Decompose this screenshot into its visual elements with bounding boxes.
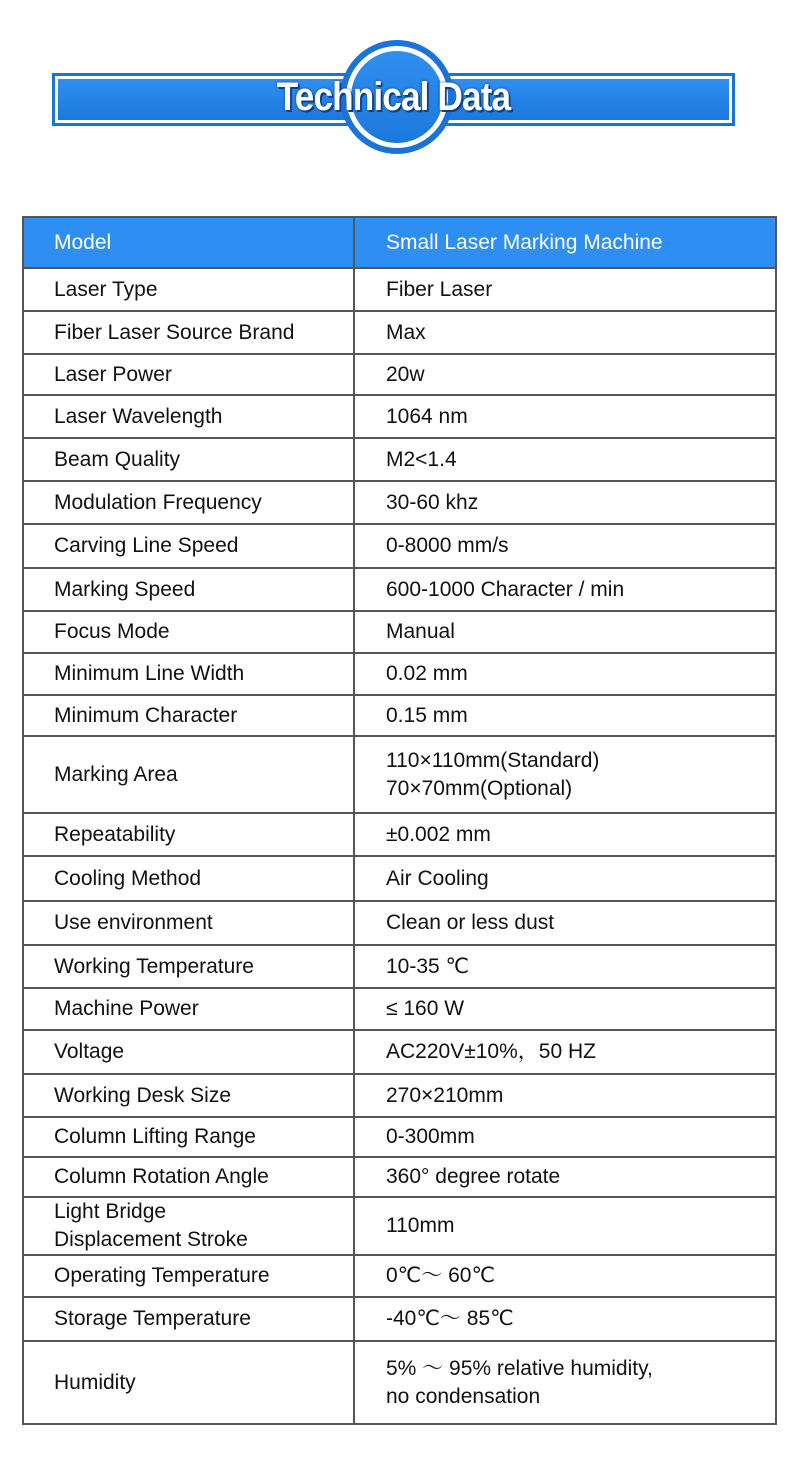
spec-label <box>23 1297 354 1341</box>
spec-row <box>23 611 776 653</box>
spec-value-line: 0.02 mm <box>386 662 468 685</box>
spec-row <box>23 438 776 481</box>
spec-label-line: Humidity <box>54 1370 136 1394</box>
spec-value-line: 0.15 mm <box>386 703 468 727</box>
spec-label-line: Marking Area <box>54 762 178 786</box>
spec-row <box>23 568 776 611</box>
spec-value <box>354 524 776 568</box>
spec-label <box>23 268 354 311</box>
spec-value-line: 10-35 ℃ <box>386 954 470 978</box>
spec-value <box>354 901 776 945</box>
spec-label <box>23 481 354 524</box>
spec-label-line: Focus Mode <box>54 620 170 643</box>
spec-value <box>354 1157 776 1197</box>
spec-row <box>23 695 776 736</box>
spec-label-line: Laser Wavelength <box>54 404 223 428</box>
spec-label <box>23 813 354 856</box>
spec-value-line: ≤ 160 W <box>386 997 465 1020</box>
spec-value <box>354 1197 776 1255</box>
spec-header-value: Small Laser Marking Machine <box>354 217 776 268</box>
spec-label-line: Marking Speed <box>54 577 196 601</box>
spec-value-line: 1064 nm <box>386 404 468 428</box>
spec-label <box>23 438 354 481</box>
spec-value-line: 270×210mm <box>386 1083 504 1107</box>
spec-value-line: 5% ～ 95% relative humidity, <box>386 1356 653 1380</box>
spec-label <box>23 611 354 653</box>
spec-value <box>354 736 776 813</box>
spec-value-line: 110×110mm(Standard) <box>386 748 600 772</box>
spec-row <box>23 1197 776 1255</box>
spec-value-line: Fiber Laser <box>386 277 493 301</box>
spec-value-line: 30-60 khz <box>386 490 479 514</box>
spec-label <box>23 395 354 438</box>
spec-value <box>354 311 776 354</box>
spec-label-line: Storage Temperature <box>54 1307 251 1330</box>
spec-row <box>23 524 776 568</box>
spec-label <box>23 1117 354 1157</box>
spec-value-line: Clean or less dust <box>386 911 555 934</box>
spec-value-line: 70×70mm(Optional) <box>386 776 573 800</box>
spec-label-line: Machine Power <box>54 997 199 1020</box>
spec-table <box>22 216 777 1425</box>
spec-value-line: 110mm <box>386 1214 455 1237</box>
spec-label <box>23 1197 354 1255</box>
spec-row <box>23 988 776 1030</box>
spec-label-line: Cooling Method <box>54 866 202 890</box>
spec-table-header-row <box>23 217 776 268</box>
spec-value <box>354 611 776 653</box>
spec-row <box>23 653 776 695</box>
spec-label <box>23 1157 354 1197</box>
spec-value-line: 20w <box>386 362 425 386</box>
spec-value <box>354 856 776 901</box>
spec-row <box>23 1117 776 1157</box>
spec-value-line: 360° degree rotate <box>386 1165 561 1188</box>
spec-label <box>23 1255 354 1297</box>
spec-row <box>23 945 776 988</box>
spec-row <box>23 901 776 945</box>
spec-row <box>23 736 776 813</box>
spec-label <box>23 736 354 813</box>
spec-value-line: 0-300mm <box>386 1125 475 1148</box>
spec-label <box>23 1341 354 1424</box>
spec-label-line: Displacement Stroke <box>54 1228 248 1251</box>
spec-value <box>354 354 776 395</box>
spec-label-line: Minimum Character <box>54 703 238 727</box>
spec-label-line: Laser Power <box>54 362 172 386</box>
spec-value <box>354 568 776 611</box>
spec-label-line: Column Rotation Angle <box>54 1165 269 1188</box>
spec-row <box>23 856 776 901</box>
spec-value-line: 0℃～ 60℃ <box>386 1264 496 1287</box>
spec-value <box>354 653 776 695</box>
spec-value <box>354 1255 776 1297</box>
spec-label <box>23 856 354 901</box>
spec-label <box>23 901 354 945</box>
spec-label <box>23 311 354 354</box>
spec-label-line: Repeatability <box>54 822 176 846</box>
spec-label-line: Operating Temperature <box>54 1264 270 1287</box>
spec-table-body <box>23 217 776 1424</box>
spec-row <box>23 481 776 524</box>
spec-row <box>23 1157 776 1197</box>
spec-label-line: Laser Type <box>54 277 158 301</box>
spec-label-line: Column Lifting Range <box>54 1125 256 1148</box>
spec-value <box>354 438 776 481</box>
spec-value <box>354 813 776 856</box>
spec-label-line: Light Bridge <box>54 1200 167 1223</box>
spec-value <box>354 1030 776 1074</box>
spec-value-line: M2<1.4 <box>386 447 457 471</box>
spec-row <box>23 1030 776 1074</box>
spec-label-line: Beam Quality <box>54 447 181 471</box>
spec-label-line: Carving Line Speed <box>54 534 239 557</box>
spec-label <box>23 1030 354 1074</box>
spec-value-line: -40℃～ 85℃ <box>386 1307 514 1330</box>
spec-row <box>23 813 776 856</box>
spec-value-line: Max <box>386 320 426 344</box>
spec-row <box>23 268 776 311</box>
spec-value-line: Air Cooling <box>386 866 489 890</box>
spec-row <box>23 395 776 438</box>
spec-value-line: 600-1000 Character / min <box>386 577 625 601</box>
spec-value <box>354 1117 776 1157</box>
spec-label-line: Minimum Line Width <box>54 662 245 685</box>
spec-label <box>23 695 354 736</box>
page-title: Technical Data <box>276 75 511 119</box>
spec-label <box>23 354 354 395</box>
spec-value <box>354 1074 776 1117</box>
spec-label-line: Fiber Laser Source Brand <box>54 320 295 344</box>
spec-value <box>354 988 776 1030</box>
spec-row <box>23 1255 776 1297</box>
spec-label-line: Use environment <box>54 911 213 934</box>
spec-value-line: Manual <box>386 620 455 643</box>
spec-label-line: Voltage <box>54 1040 125 1063</box>
spec-label-line: Working Desk Size <box>54 1083 232 1107</box>
spec-value <box>354 1341 776 1424</box>
spec-value <box>354 395 776 438</box>
spec-value-line: 0-8000 mm/s <box>386 534 509 557</box>
spec-label <box>23 945 354 988</box>
spec-row <box>23 1341 776 1424</box>
spec-row <box>23 1074 776 1117</box>
spec-label <box>23 524 354 568</box>
spec-value <box>354 268 776 311</box>
spec-row <box>23 311 776 354</box>
spec-label <box>23 568 354 611</box>
spec-header-label: Model <box>23 217 354 268</box>
spec-value <box>354 1297 776 1341</box>
spec-value <box>354 481 776 524</box>
spec-value-line: ±0.002 mm <box>386 822 491 846</box>
spec-value-line: no condensation <box>386 1384 541 1408</box>
spec-row <box>23 1297 776 1341</box>
spec-value <box>354 945 776 988</box>
spec-row <box>23 354 776 395</box>
spec-value <box>354 695 776 736</box>
spec-label <box>23 653 354 695</box>
spec-label-line: Modulation Frequency <box>54 490 262 514</box>
spec-label-line: Working Temperature <box>54 954 254 978</box>
spec-value-line: AC220V±10%，50 HZ <box>386 1040 596 1063</box>
spec-label <box>23 1074 354 1117</box>
spec-label <box>23 988 354 1030</box>
